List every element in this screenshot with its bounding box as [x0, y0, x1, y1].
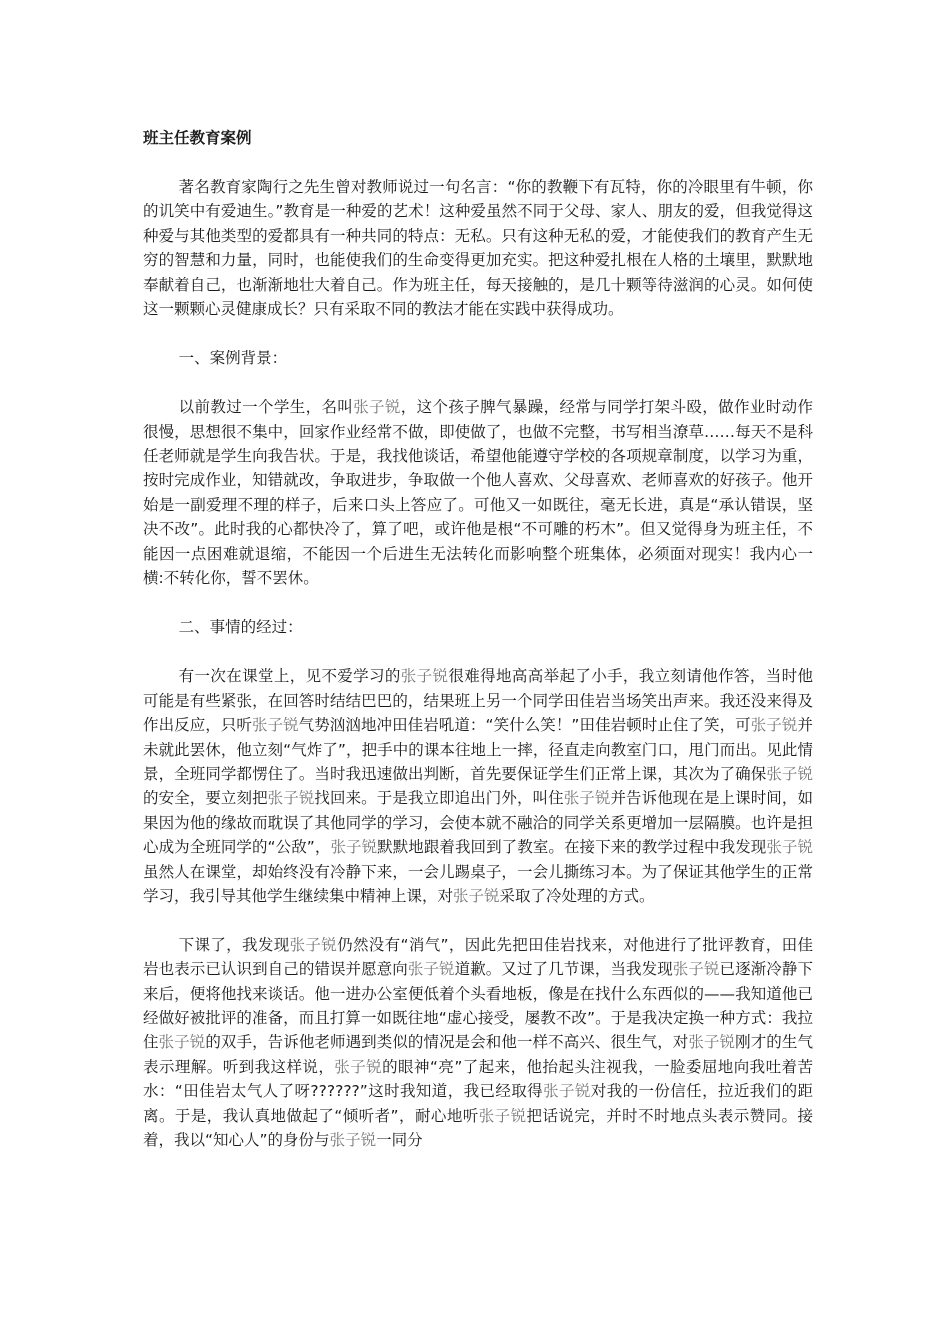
- student-name: 张子锐: [543, 1082, 591, 1101]
- student-name: 张子锐: [750, 716, 798, 735]
- student-name: 张子锐: [688, 1033, 736, 1052]
- student-name: 张子锐: [353, 398, 401, 417]
- process-paragraph-1: 有一次在课堂上，见不爱学习的张子锐很难得地高高举起了小手，我立刻请他作答，当时他可能是有些紧张，在回答时结结巴巴的，结果班上另一个同学田佳岩当场笑出声来。我还没来得及作出反应，只听张子锐气势汹汹地冲田佳岩吼道：“笑什么笑！”田佳岩顿时止住了笑，可张子锐并未就此罢休，他立刻“气炸了”，把手中的课本往地上一摔，径直走向教室门口，甩门而出。见此情景，全班同学都愣住了。当时我迅速做出判断，首先要保证学生们正常上课，其次为了确保张子锐的安全，要立刻把张子锐找回来。于是我立即追出门外，叫住张子锐并告诉他现在是上课时间，如果因为他的缘故而耽误了其他同学的学习，会使本就不融洽的同学关系更增加一层隔膜。也许是担心成为全班同学的“公敌”，张子锐默默地跟着我回到了教室。在接下来的教学过程中我发现张子锐虽然人在课堂，却始终没有冷静下来，一会儿踢桌子，一会儿撕练习本。为了保证其他学生的正常学习，我引导其他学生继续集中精神上课，对张子锐采取了冷处理的方式。: [143, 667, 813, 905]
- process-paragraph-2: 下课了，我发现张子锐仍然没有“消气”，因此先把田佳岩找来，对他进行了批评教育，田佳岩也表示已认识到自己的错误并愿意向张子锐道歉。又过了几节课，当我发现张子锐已逐渐冷静下来后，便将他找来谈话。他一进办公室便低着个头看地板，像是在找什么东西似的——我知道他已经做好被批评的准备，而且打算一如既往地“虚心接受，屡教不改”。于是我决定换一种方式：我拉住张子锐的双手，告诉他老师遇到类似的情况是会和他一样不高兴、很生气，对张子锐刚才的生气表示理解。听到我这样说，张子锐的眼神“亮”了起来，他抬起头注视我，一脸委屈地向我吐着苦水：“田佳岩太气人了呀??????”这时我知道，我已经取得张子锐对我的一份信任，拉近我们的距离。于是，我认真地做起了“倾听者”，耐心地听张子锐把话说完，并时不时地点头表示赞同。接着，我以“知心人”的身份与张子锐一同分: [143, 935, 813, 1149]
- student-name: 张子锐: [407, 960, 455, 979]
- student-name: 张子锐: [329, 1130, 377, 1149]
- student-name: 张子锐: [334, 1057, 383, 1076]
- document-title: 班主任教育案例: [143, 129, 252, 147]
- background-paragraph: 以前教过一个学生，名叫张子锐，这个孩子脾气暴躁，经常与同学打架斗殴，做作业时动作很慢，思想很不集中，回家作业经常不做，即使做了，也做不完整，书写相当潦草……每天不是科任老师就是学生向我告状。于是，我找他谈话，希望他能遵守学校的各项规章制度，以学习为重，按时完成作业，知错就改，争取进步，争取做一个他人喜欢、父母喜欢、老师喜欢的好孩子。他开始是一副爱理不理的样子，后来口头上答应了。可他又一如既往，毫无长进，真是“承认错误，坚决不改”。此时我的心都快冷了，算了吧，或许他是根“不可雕的朽木”。但又觉得身为班主任，不能因一点困难就退缩，不能因一个后进生无法转化而影响整个班集体，必须面对现实！我内心一横:不转化你，誓不罢休。: [143, 398, 813, 588]
- student-name: 张子锐: [478, 1106, 527, 1125]
- student-name: 张子锐: [158, 1033, 206, 1052]
- student-name: 张子锐: [563, 789, 611, 808]
- document-page: [143, 126, 813, 1177]
- intro-paragraph: 著名教育家陶行之先生曾对教师说过一句名言：“你的教鞭下有瓦特，你的冷眼里有牛顿，你的讥笑中有爱迪生。”教育是一种爱的艺术！这种爱虽然不同于父母、家人、朋友的爱，但我觉得这种爱与其他类型的爱都具有一种共同的特点：无私。只有这种无私的爱，才能使我们的教育产生无穷的智慧和力量，同时，也能使我们的生命变得更加充实。把这种爱扎根在人格的土壤里，默默地奉献着自己，也渐渐地壮大着自己。作为班主任，每天接触的，是几十颗等待滋润的心灵。如何使这一颗颗心灵健康成长？只有采取不同的教法才能在实践中获得成功。: [143, 178, 813, 319]
- student-name: 张子锐: [453, 886, 500, 905]
- student-name: 张子锐: [251, 716, 299, 735]
- student-name: 张子锐: [672, 960, 720, 979]
- student-name: 张子锐: [330, 838, 378, 857]
- student-name: 张子锐: [766, 838, 813, 857]
- student-name: 张子锐: [267, 789, 315, 808]
- section-heading-background: 一、案例背景：: [178, 348, 288, 367]
- section-heading-process: 二、事情的经过：: [178, 617, 303, 636]
- student-name: 张子锐: [400, 667, 449, 686]
- student-name: 张子锐: [289, 935, 338, 954]
- student-name: 张子锐: [766, 764, 813, 783]
